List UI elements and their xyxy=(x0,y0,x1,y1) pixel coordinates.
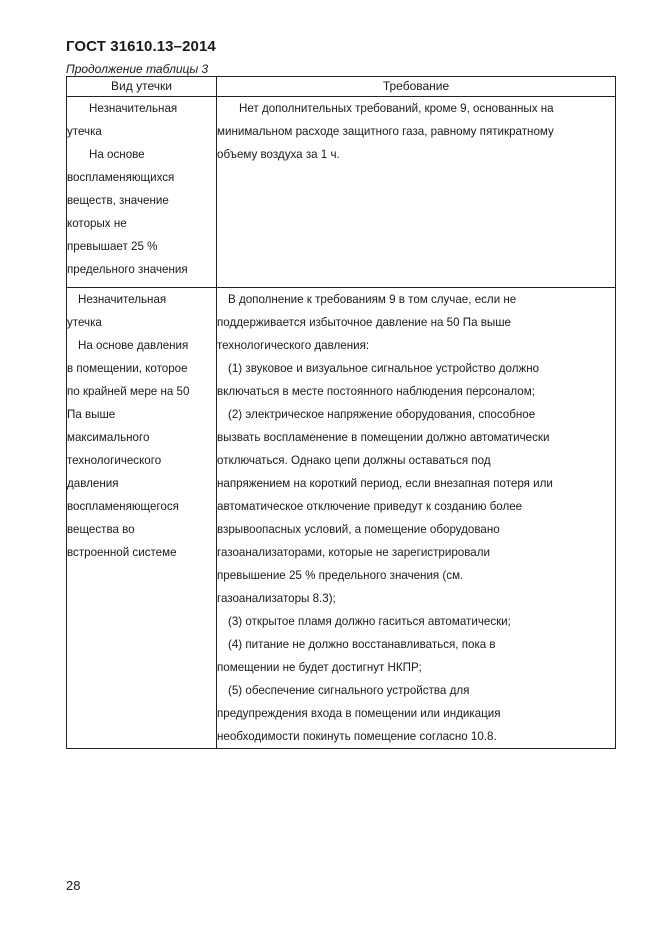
cell-text-line: На основе xyxy=(89,148,145,161)
cell-text-line: давления xyxy=(67,477,119,490)
requirements-table xyxy=(66,76,616,749)
cell-text-line: (1) звуковое и визуальное сигнальное устройство должно xyxy=(228,362,540,375)
cell-text-line: превышение 25 % предельного значения (см. xyxy=(217,569,464,582)
cell-text-line: помещении не будет достигнут НКПР; xyxy=(217,661,422,674)
cell-text-line: (5) обеспечение сигнального устройства для xyxy=(228,684,470,697)
table-row xyxy=(67,288,616,749)
requirement-cell xyxy=(217,97,616,288)
cell-text-line: Нет дополнительных требований, кроме 9, основанных на xyxy=(239,102,554,115)
cell-text-line: воспламеняющихся xyxy=(67,171,175,184)
cell-text-line: Па выше xyxy=(67,408,116,421)
cell-text-line: Незначительная xyxy=(78,293,167,306)
cell-text-line: по крайней мере на 50 xyxy=(67,385,190,398)
cell-text-line: встроенной системе xyxy=(67,546,177,559)
cell-text-line: утечка xyxy=(67,316,102,329)
cell-text-line: предельного значения xyxy=(67,263,188,276)
column-header-requirement: Требование xyxy=(217,77,616,97)
cell-text-line: воспламеняющегося xyxy=(67,500,179,513)
cell-text-line: в помещении, которое xyxy=(67,362,188,375)
cell-text-line: В дополнение к требованиям 9 в том случае, если не xyxy=(228,293,517,306)
cell-text-line: предупреждения входа в помещении или индикация xyxy=(217,707,501,720)
cell-text-line: технологического давления: xyxy=(217,339,370,352)
cell-text-line: утечка xyxy=(67,125,102,138)
table-row xyxy=(67,97,616,288)
cell-text-line: поддерживается избыточное давление на 50 Па выше xyxy=(217,316,512,329)
cell-text-line: отключаться. Однако цепи должны оставаться под xyxy=(217,454,491,467)
cell-text-line: вызвать воспламенение в помещении должно автоматически xyxy=(217,431,550,444)
requirement-cell xyxy=(217,288,616,749)
cell-text-line: которых не xyxy=(67,217,127,230)
cell-text-line: объему воздуха за 1 ч. xyxy=(217,148,340,161)
page-number: 28 xyxy=(66,878,81,893)
cell-text-line: вещества во xyxy=(67,523,135,536)
cell-text-line: (3) открытое пламя должно гаситься автоматически; xyxy=(228,615,511,628)
cell-text-line: (2) электрическое напряжение оборудования, способное xyxy=(228,408,536,421)
cell-text-line: необходимости покинуть помещение согласно 10.8. xyxy=(217,730,497,743)
cell-text-line: газоанализаторами, которые не зарегистрировали xyxy=(217,546,490,559)
document-title: ГОСТ 31610.13–2014 xyxy=(66,38,216,55)
cell-text-line: максимального xyxy=(67,431,150,444)
leak-type-cell xyxy=(67,97,217,288)
cell-text-line: газоанализаторы 8.3); xyxy=(217,592,336,605)
cell-text-line: включаться в месте постоянного наблюдения персоналом; xyxy=(217,385,535,398)
cell-text-line: Незначительная xyxy=(89,102,178,115)
table-header-row xyxy=(67,77,616,97)
column-header-leak-type: Вид утечки xyxy=(67,77,217,97)
cell-text-line: минимальном расходе защитного газа, равному пятикратному xyxy=(217,125,554,138)
cell-text-line: превышает 25 % xyxy=(67,240,158,253)
cell-text-line: автоматическое отключение приведут к созданию более xyxy=(217,500,523,513)
leak-type-cell xyxy=(67,288,217,749)
cell-text-line: напряжением на короткий период, если внезапная потеря или xyxy=(217,477,553,490)
cell-text-line: взрывоопасных условий, а помещение оборудовано xyxy=(217,523,500,536)
cell-text-line: веществ, значение xyxy=(67,194,169,207)
cell-text-line: технологического xyxy=(67,454,162,467)
cell-text-line: На основе давления xyxy=(78,339,189,352)
cell-text-line: (4) питание не должно восстанавливаться, пока в xyxy=(228,638,496,651)
table-caption: Продолжение таблицы 3 xyxy=(66,62,209,76)
